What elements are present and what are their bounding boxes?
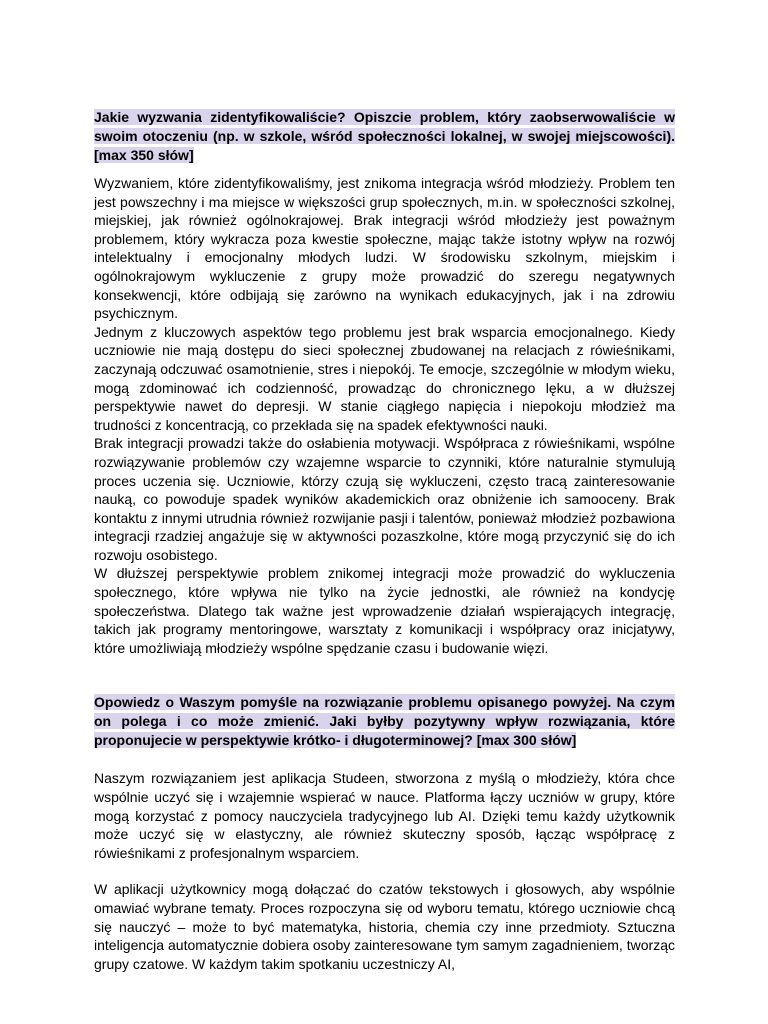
answer-1-paragraph-3: Brak integracji prowadzi także do osłabienia motywacji. Współpraca z rówieśnikami, wspólne rozwiązywanie problemów czy wzajemne wsparcie to czynniki, które naturalnie stymulują proces uczenia się. Uczniowie, którzy czują się wykluczeni, często tracą zainteresowanie nauką, co powoduje spadek wyników akademickich oraz obniżenie ich samooceny. Brak kontaktu z innymi utrudnia również rozwijanie pasji i talentów, ponieważ młodzież pozbawiona integracji rzadziej angażuje się w aktywności pozaszkolne, które mogą przyczynić się do ich rozwoju osobistego. (94, 435, 675, 563)
question-2 (94, 693, 675, 750)
question-2-text: Opowiedz o Waszym pomyśle na rozwiązanie problemu opisanego powyżej. Na czym on polega i co może zmienić. Jaki byłby pozytywny wpływ rozwiązania, które proponujecie w perspektywie krótko- i długoterminowej? [max 300 słów] (94, 694, 675, 749)
question-1-text: Jakie wyzwania zidentyfikowaliście? Opiszcie problem, który zaobserwowaliście w swoim otoczeniu (np. w szkole, wśród społeczności lokalnej, w swojej miejscowości). [max 350 słów] (94, 109, 675, 163)
question-1 (94, 108, 675, 165)
section-spacer (94, 657, 675, 693)
answer-2-paragraph-2: W aplikacji użytkownicy mogą dołączać do czatów tekstowych i głosowych, aby wspólnie omawiać wybrane tematy. Proces rozpoczyna się od wyboru tematu, którego uczniowie chcą się nauczyć – może to być matematyka, historia, chemia czy inne przedmioty. Sztuczna inteligencja automatycznie dobiera osoby zainteresowane tym samym zagadnieniem, tworząc grupy czatowe. W każdym takim spotkaniu uczestniczy AI, (94, 881, 675, 972)
answer-1-paragraph-1: Wyzwaniem, które zidentyfikowaliśmy, jest znikoma integracja wśród młodzieży. Problem ten jest powszechny i ma miejsce w większości grup społecznych, m.in. w społeczności szkolnej, miejskiej, jak również ogólnokrajowej. Brak integracji wśród młodzieży jest poważnym problemem, który wykracza poza kwestie społeczne, mając także istotny wpływ na rozwój intelektualny i emocjonalny młodych ludzi. W środowisku szkolnym, miejskim i ogólnokrajowym wykluczenie z grupy może prowadzić do szeregu negatywnych konsekwencji, które odbijają się zarówno na wynikach edukacyjnych, jak i na zdrowiu psychicznym. (94, 175, 675, 322)
answer-1-paragraph-2: Jednym z kluczowych aspektów tego problemu jest brak wsparcia emocjonalnego. Kiedy uczniowie nie mają dostępu do sieci społecznej zbudowanej na relacjach z rówieśnikami, zaczynają odczuwać osamotnienie, stres i niepokój. Te emocje, szczególnie w młodym wieku, mogą zdominować ich codzienność, prowadząc do chronicznego lęku, a w dłuższej perspektywie nawet do depresji. W stanie ciągłego napięcia i niepokoju młodzież ma trudności z koncentracją, co przekłada się na spadek efektywności nauki. (94, 323, 675, 433)
paragraph-spacer (94, 862, 675, 880)
answer-1-paragraph-4: W dłuższej perspektywie problem znikomej integracji może prowadzić do wykluczenia społecznego, które wpływa nie tylko na życie jednostki, ale również na kondycję społeczeństwa. Dlatego tak ważne jest wprowadzenie działań wspierających integrację, takich jak programy mentoringowe, warsztaty z komunikacji i współpracy oraz inicjatywy, które umożliwiają młodzieży wspólne spędzanie czasu i budowanie więzi. (94, 565, 675, 656)
document-page (94, 108, 675, 973)
answer-2-paragraph-1: Naszym rozwiązaniem jest aplikacja Studeen, stworzona z myślą o młodzieży, która chce wspólnie uczyć się i wzajemnie wspierać w nauce. Platforma łączy uczniów w grupy, które mogą korzystać z pomocy nauczyciela tradycyjnego lub AI. Dzięki temu każdy użytkownik może uczyć się w elastyczny, ale również skuteczny sposób, łącząc współpracę z rówieśnikami z profesjonalnym wsparciem. (94, 770, 675, 861)
